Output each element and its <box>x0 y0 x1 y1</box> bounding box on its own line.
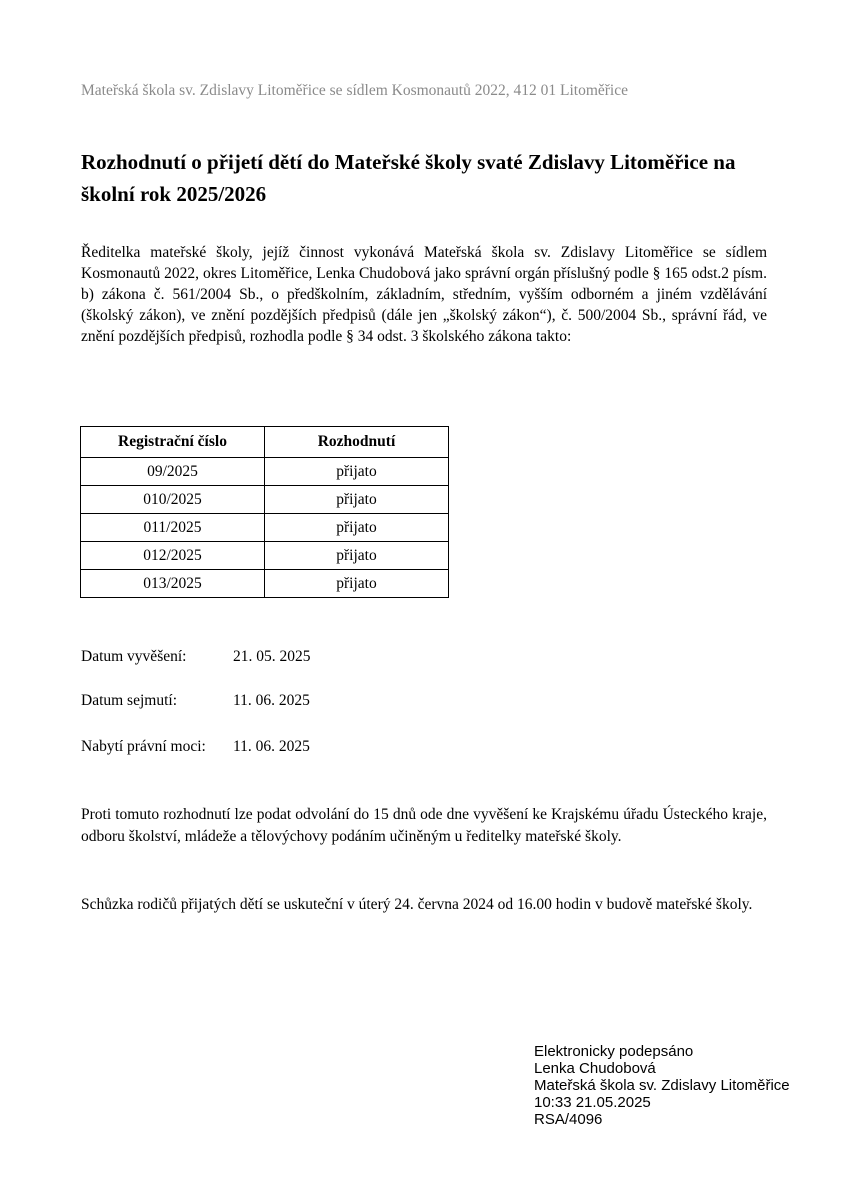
legal-effect-date-row <box>81 737 310 757</box>
table-row <box>81 542 449 570</box>
registration-number-cell: 09/2025 <box>81 458 265 486</box>
meeting-paragraph: Schůzka rodičů přijatých dětí se uskuteční v úterý 24. června 2024 od 16.00 hodin v budově mateřské školy. <box>81 896 753 913</box>
decision-cell: přijato <box>265 542 449 570</box>
decision-cell: přijato <box>265 486 449 514</box>
electronic-signature <box>534 1043 790 1128</box>
decisions-table <box>80 426 449 598</box>
table-header-row <box>81 427 449 458</box>
table-row <box>81 486 449 514</box>
intro-paragraph: Ředitelka mateřské školy, jejíž činnost vykonává Mateřská škola sv. Zdislavy Litoměřice se sídlem Kosmonautů 2022, okres Litoměřice, Lenka Chudobová jako správní orgán příslušný podle § 165 odst.2 písm. b) zákona č. 561/2004 Sb., o předškolním, základním, středním, vyšším odborném a jiném vzdělávání (školský zákon), ve znění pozdějších předpisů (dále jen „školský zákon“), č. 500/2004 Sb., správní řád, ve znění pozdějších předpisů, rozhodla podle § 34 odst. 3 školského zákona takto: <box>81 244 767 345</box>
decision-cell: přijato <box>265 570 449 598</box>
registration-number-cell: 011/2025 <box>81 514 265 542</box>
registration-number-cell: 012/2025 <box>81 542 265 570</box>
table-row <box>81 514 449 542</box>
removal-date-label: Datum sejmutí: <box>81 692 178 709</box>
signature-line: 10:33 21.05.2025 <box>534 1094 651 1111</box>
header-registration-number: Registrační číslo <box>81 427 265 458</box>
legal-effect-date-label: Nabytí právní moci: <box>81 738 206 755</box>
removal-date-row <box>81 691 310 711</box>
posting-date-value: 21. 05. 2025 <box>233 648 311 665</box>
school-header: Mateřská škola sv. Zdislavy Litoměřice se sídlem Kosmonautů 2022, 412 01 Litoměřice <box>81 82 628 99</box>
page-title: Rozhodnutí o přijetí dětí do Mateřské školy svaté Zdislavy Litoměřice na školní rok 2025/2026 <box>81 150 736 206</box>
signature-line: Elektronicky podepsáno <box>534 1043 694 1060</box>
signature-line: RSA/4096 <box>534 1111 603 1128</box>
posting-date-label: Datum vyvěšení: <box>81 648 187 665</box>
table-row <box>81 570 449 598</box>
appeal-paragraph: Proti tomuto rozhodnutí lze podat odvolání do 15 dnů ode dne vyvěšení ke Krajskému úřadu Ústeckého kraje, odboru školství, mládeže a tělovýchovy podáním učiněným u ředitelky mateřské školy. <box>81 806 767 845</box>
registration-number-cell: 013/2025 <box>81 570 265 598</box>
posting-date-row <box>81 647 311 667</box>
signature-line: Mateřská škola sv. Zdislavy Litoměřice <box>534 1077 790 1094</box>
decision-cell: přijato <box>265 514 449 542</box>
registration-number-cell: 010/2025 <box>81 486 265 514</box>
decision-cell: přijato <box>265 458 449 486</box>
signature-line: Lenka Chudobová <box>534 1060 656 1077</box>
header-decision: Rozhodnutí <box>265 427 449 458</box>
legal-effect-date-value: 11. 06. 2025 <box>233 738 310 755</box>
table-row <box>81 458 449 486</box>
removal-date-value: 11. 06. 2025 <box>233 692 310 709</box>
